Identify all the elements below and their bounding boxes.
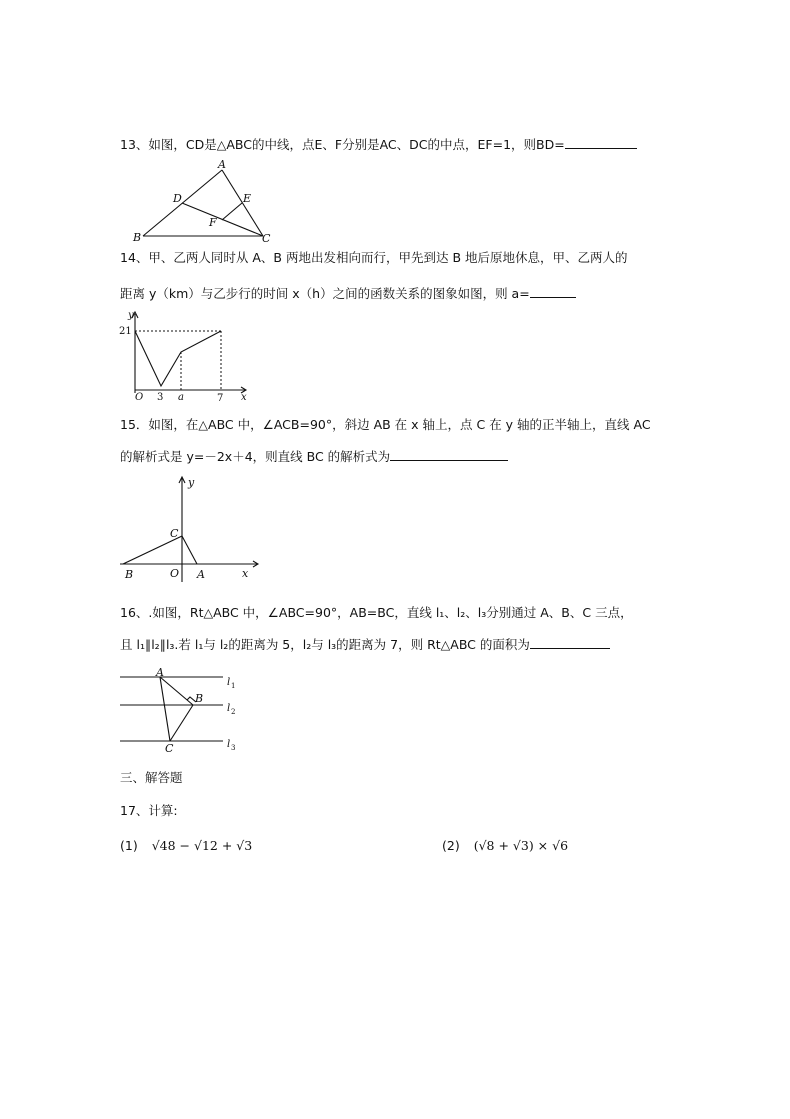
q14-x-tick-7: 7 [217,393,224,403]
q13-label-a: A [218,158,226,171]
q14-line1: 14、甲、乙两人同时从 A、B 两地出发相向而行，甲先到达 B 地后原地休息，甲、乙两人的 [120,250,628,265]
q16-side-bc [170,705,193,741]
q13-segment-ef [222,203,242,220]
q16-label-l2: l [227,703,231,714]
q16-label-l3: l [227,739,231,750]
q14-graph-line [135,331,221,386]
q14-origin-label: O [135,392,144,403]
q15-coordinate-figure [115,474,265,584]
q15-side-ca [182,536,197,564]
q15-side-bc [123,536,182,564]
q13-label-e: E [243,192,252,205]
q16-label-a: A [156,666,164,679]
q17-part1-label: (1) [120,838,138,853]
q16-side-ac [160,677,170,741]
q16-label-l2-sub: 2 [231,708,236,716]
q16-line2: 且 l₁∥l₂∥l₃.若 l₁与 l₂的距离为 5，l₂与 l₃的距离为 7，则 Rt△ABC 的面积为 [120,636,610,653]
q13-text: 13、如图，CD是△ABC的中线，点E、F分别是AC、DC的中点，EF=1，则BD= [120,136,637,153]
q14-answer-blank[interactable] [530,285,576,298]
q16-parallel-lines-figure [115,662,245,757]
q14-x-label: x [241,392,247,403]
q14-function-graph [115,308,255,403]
q13-triangle-figure [125,158,275,246]
section-title: 三、解答题 [120,770,183,785]
q13-label-f: F [209,216,217,229]
q15-label-x: x [242,567,249,580]
q15-label-b: B [125,568,134,581]
q17-part2-expression: (√8 + √3) × √6 [473,838,569,853]
q16-line1: 16、.如图，Rt△ABC 中，∠ABC=90°，AB=BC，直线 l₁、l₂、l₃分别通过 A、B、C 三点， [120,605,633,620]
q15-label-o: O [170,567,180,580]
q14-x-tick-3: 3 [157,392,164,403]
q15-answer-blank[interactable] [390,448,508,461]
q14-line2: 距离 y（km）与乙步行的时间 x（h）之间的函数关系的图象如图，则 a= [120,285,576,302]
q15-label-c: C [170,527,179,540]
q16-label-l3-sub: 3 [231,744,236,752]
q16-label-c: C [165,742,174,755]
q13-answer-blank[interactable] [565,136,637,149]
q16-answer-blank[interactable] [530,636,610,649]
q17-part2-label: (2) [442,838,460,853]
q14-y-label: y [128,310,134,321]
q16-side-ab [160,677,193,705]
q16-label-b: B [195,692,204,705]
q17-part1 [120,838,252,854]
q14-y-tick-21: 21 [119,326,132,337]
q14-x-tick-a: a [178,392,184,403]
q17-title: 17、计算: [120,803,178,818]
q17-part2 [442,838,568,854]
q13-label-d: D [173,192,182,205]
q15-label-y: y [188,476,195,489]
q15-line2: 的解析式是 y=－2x＋4，则直线 BC 的解析式为 [120,448,508,465]
q13-label-b: B [133,231,142,244]
q17-part1-expression: √48 − √12 + √3 [151,838,253,853]
q16-label-l1: l [227,677,231,688]
q15-line1: 15．如图，在△ABC 中，∠ACB=90°，斜边 AB 在 x 轴上，点 C 在 y 轴的正半轴上，直线 AC [120,417,651,432]
q13-label-c: C [262,232,271,245]
q16-label-l1-sub: 1 [231,682,236,690]
q15-label-a: A [197,568,205,581]
